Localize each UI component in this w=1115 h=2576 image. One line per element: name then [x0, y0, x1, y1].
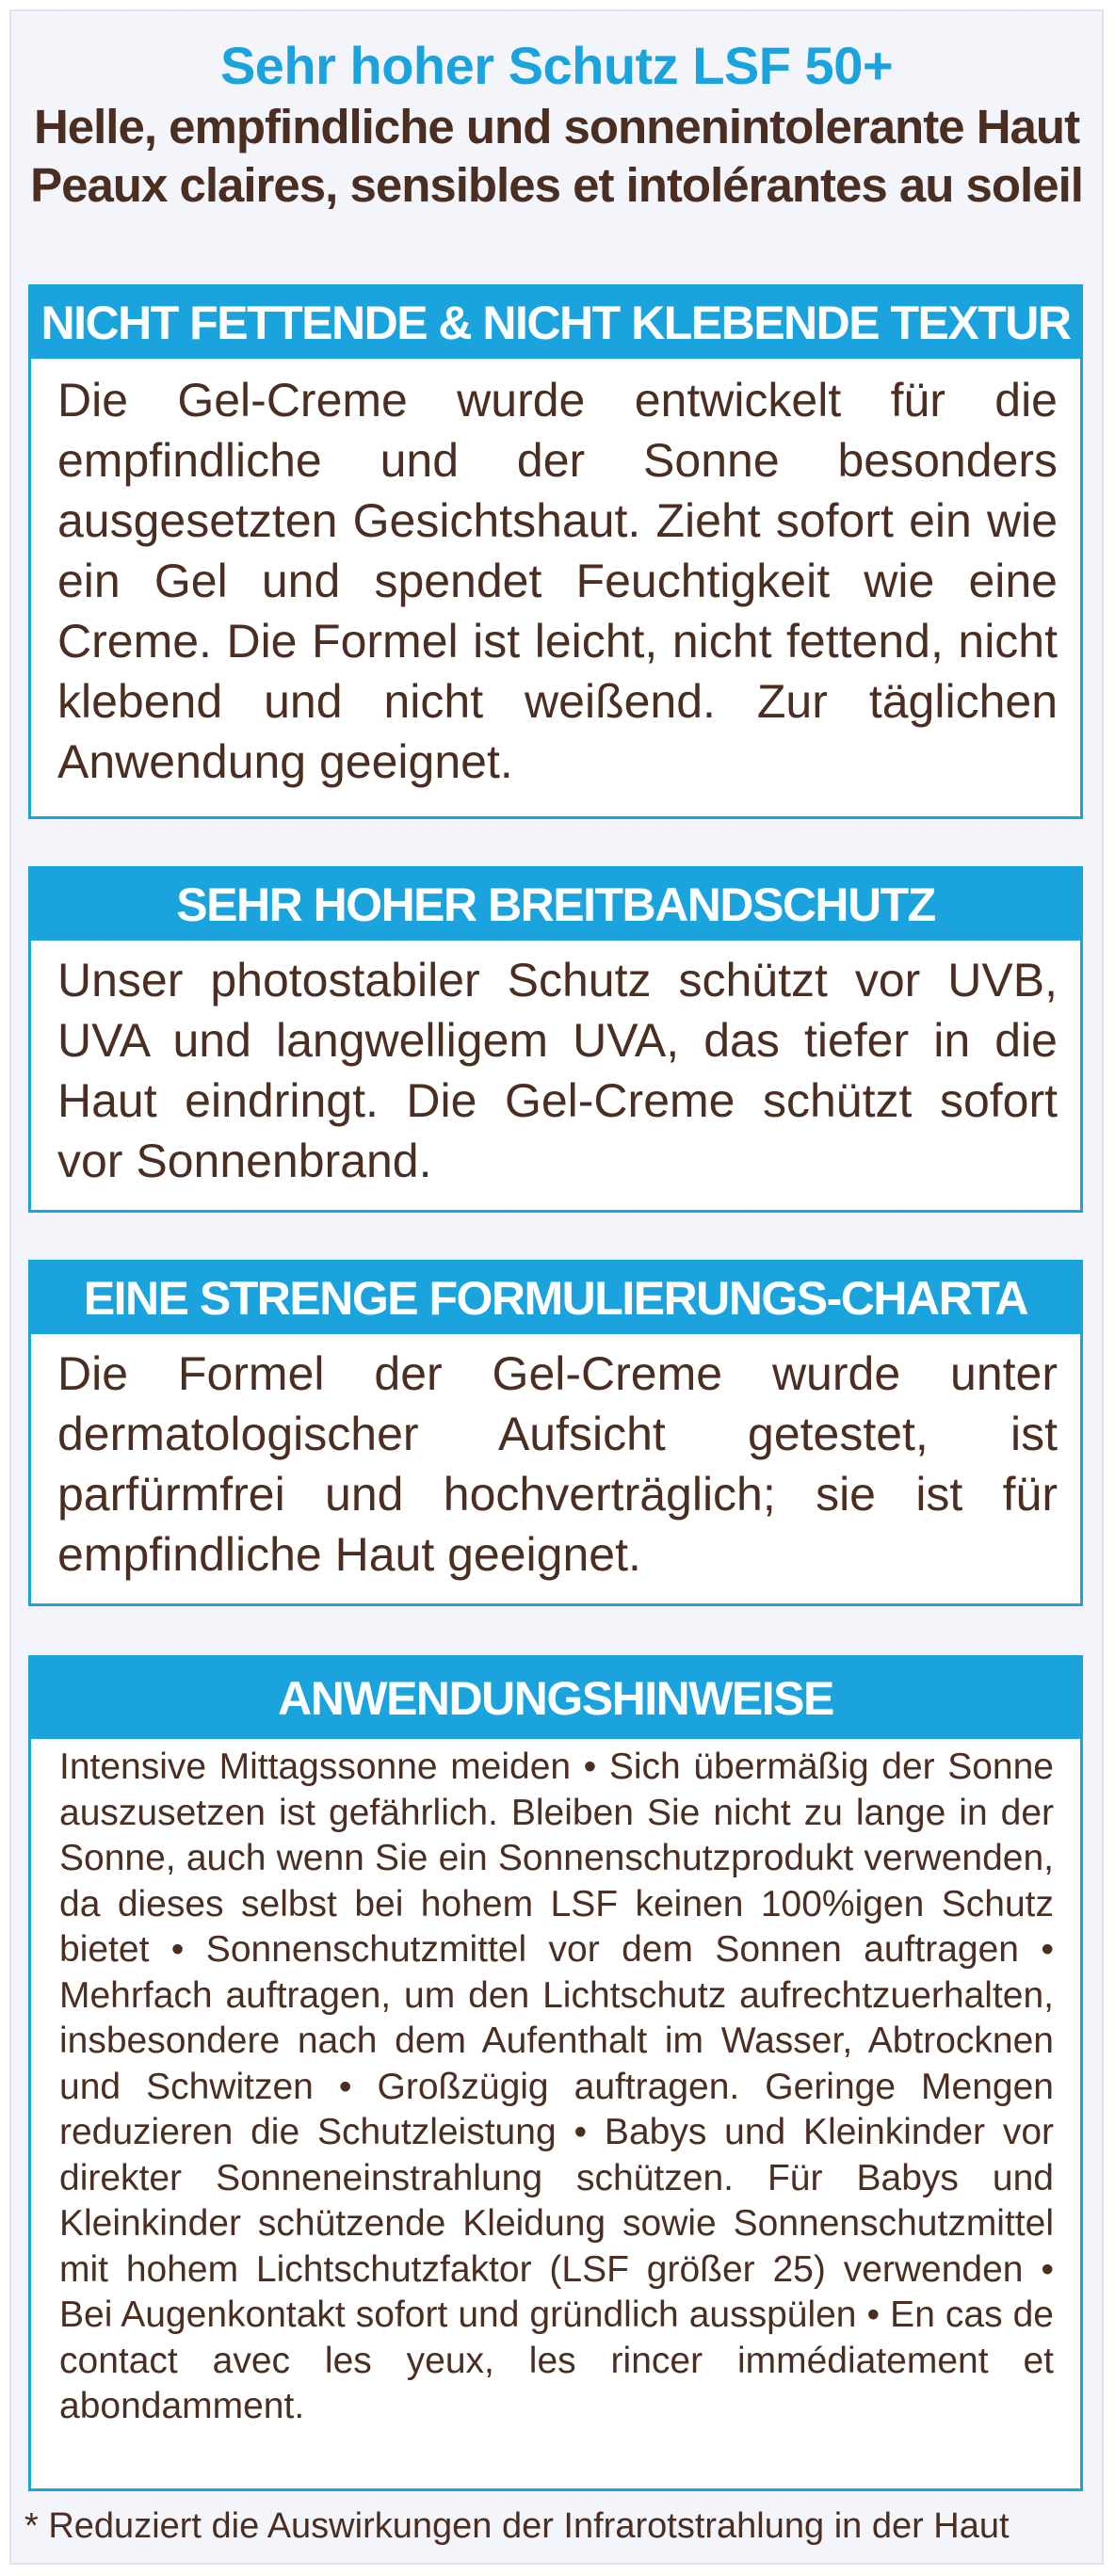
product-title: Sehr hoher Schutz LSF 50+ [219, 36, 894, 95]
subtitle-german: Helle, empfindliche und sonnenintolerante Haut [33, 100, 1080, 153]
footnote: * Reduziert die Auswirkungen der Infrarotstrahlung in der Haut [24, 2506, 1010, 2546]
section-body: Die Formel der Gel-Creme wurde unter dermatologischer Aufsicht getestet, ist parfürmfrei und hochverträglich; sie ist für empfindliche Haut geeignet. [57, 1347, 1058, 1581]
section-body: Intensive Mittagssonne meiden • Sich übermäßig der Sonne auszusetzen ist gefährlich. Bleiben Sie nicht zu lange in der Sonne, auch wenn Sie ein Sonnenschutzprodukt verwenden, da dieses selbst bei hohem LSF keinen 100%igen Schutz bietet • Sonnenschutzmittel vor dem Sonnen auftragen • Mehrfach auftragen, um den Lichtschutz aufrechtzuerhalten, insbesondere nach dem Aufenthalt im Wasser, Abtrocknen und Schwitzen • Großzügig auftragen. Geringe Mengen reduzieren die Schutzleistung • Babys und Kleinkinder vor direkter Sonneneinstrahlung schützen. Für Babys und Kleinkinder schützende Kleidung sowie Sonnenschutzmittel mit hohem Lichtschutzfaktor (LSF größer 25) verwenden • Bei Augenkontakt sofort und gründlich ausspülen • En cas de contact avec les yeux, les rincer immédiatement et abondamment. [59, 1747, 1054, 2426]
section-heading: SEHR HOHER BREITBANDSCHUTZ [31, 869, 1080, 941]
subtitle-french: Peaux claires, sensibles et intolérantes au soleil [30, 158, 1083, 212]
header [11, 34, 1102, 215]
section-body: Die Gel-Creme wurde entwickelt für die empfindliche und der Sonne besonders ausgesetzten Gesichtshaut. Zieht sofort ein wie ein Gel und spendet Feuchtigkeit wie eine Creme. Die Formel ist leicht, nicht fettend, nicht klebend und nicht weißend. Zur täglichen Anwendung geeignet. [57, 374, 1058, 788]
section-heading: EINE STRENGE FORMULIERUNGS-CHARTA [31, 1263, 1080, 1334]
section-texture [28, 284, 1083, 819]
section-heading: NICHT FETTENDE & NICHT KLEBENDE TEXTUR [31, 287, 1080, 359]
section-body: Unser photostabiler Schutz schützt vor UVB, UVA und langwelligem UVA, das tiefer in die Haut eindringt. Die Gel-Creme schützt sofort vor Sonnenbrand. [57, 954, 1058, 1187]
package-panel [9, 9, 1104, 2565]
section-usage-instructions [28, 1655, 1083, 2491]
section-heading: ANWENDUNGSHINWEISE [31, 1658, 1080, 1739]
section-broadband-protection [28, 866, 1083, 1213]
section-formulation-charter [28, 1260, 1083, 1606]
